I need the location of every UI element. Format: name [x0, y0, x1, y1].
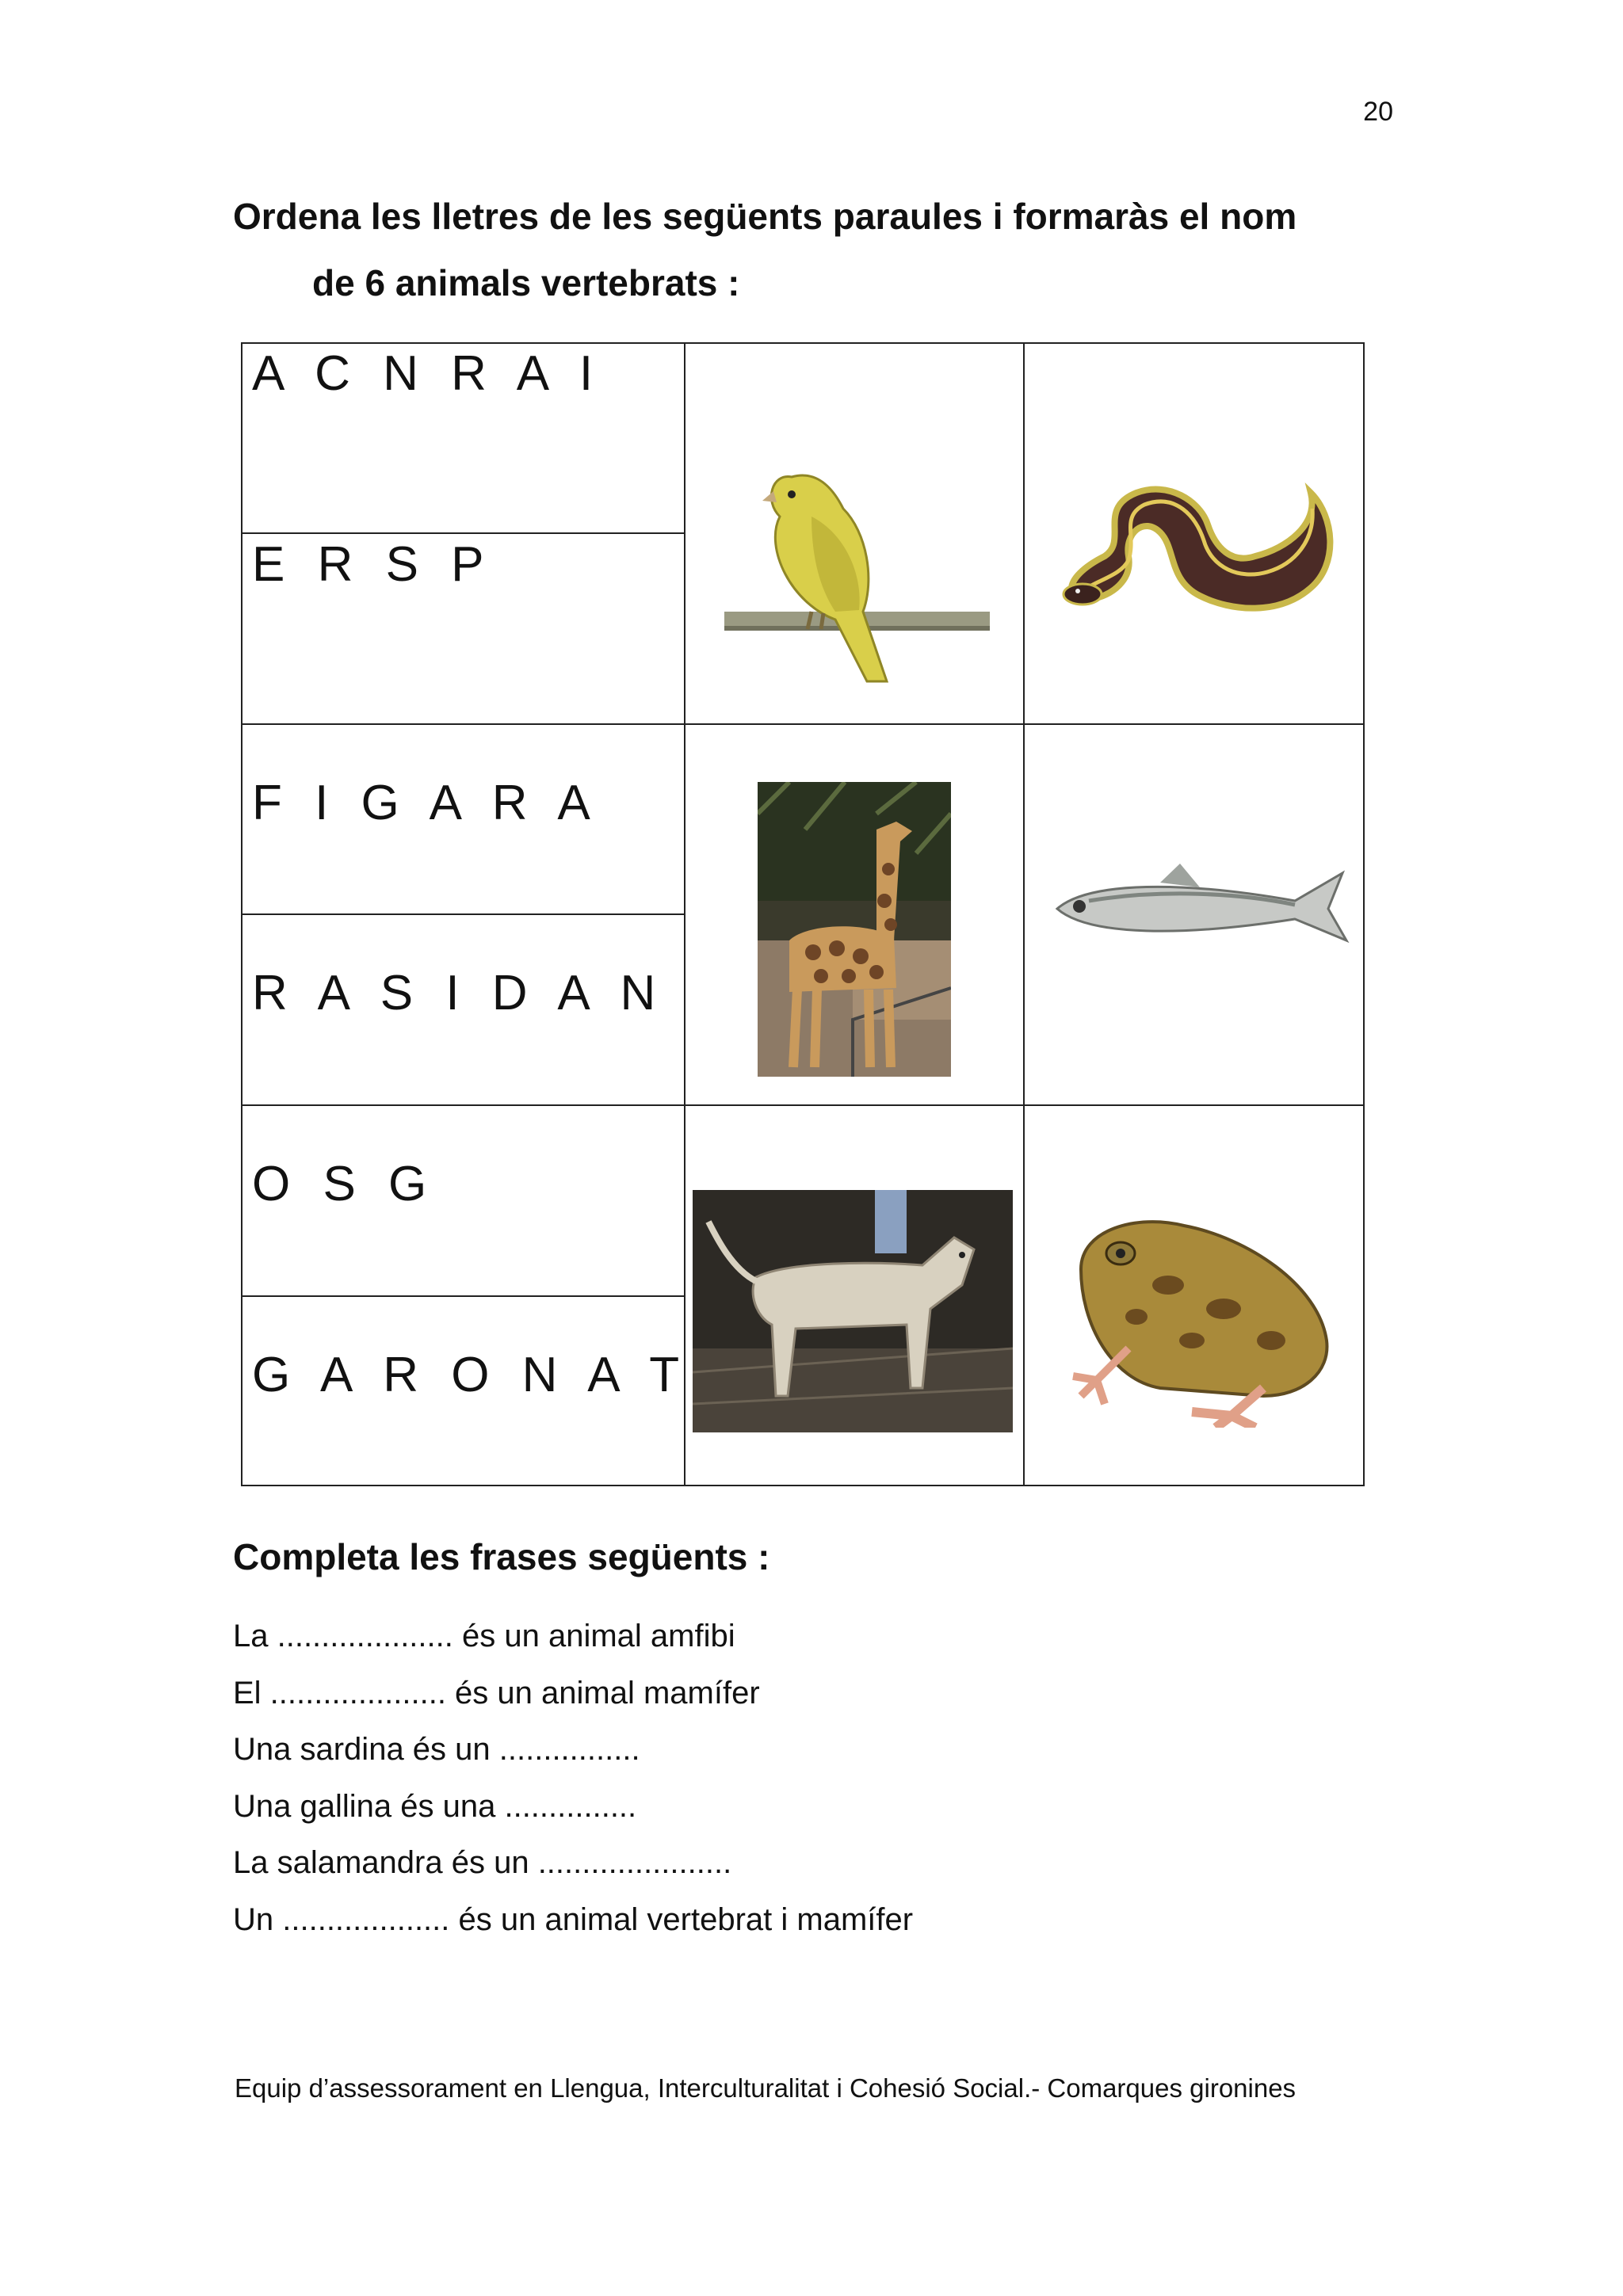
- exercise2-title: Completa les frases següents :: [233, 1536, 770, 1577]
- fill-in-sentence: Una sardina és un ................: [233, 1732, 640, 1767]
- word-divider: [241, 532, 685, 534]
- snake-image: [1049, 461, 1342, 627]
- word-divider: [241, 1295, 685, 1297]
- fill-in-sentence: Una gallina és una ...............: [233, 1788, 637, 1824]
- scrambled-word: A C N R A I: [252, 346, 603, 401]
- fill-in-sentence: Un ................... és un animal vertebrat i mamífer: [233, 1901, 914, 1937]
- footer: Equip d’assessorament en Llengua, Interculturalitat i Cohesió Social.- Comarques gironines: [235, 2073, 1296, 2103]
- row-divider: [241, 723, 1365, 725]
- exercise1-title-line2: de 6 animals vertebrats :: [312, 262, 740, 303]
- scrambled-word: F I G A R A: [252, 776, 600, 830]
- scrambled-word: O S G: [252, 1157, 437, 1211]
- word-picture-table: [241, 342, 1365, 1486]
- frog-image: [1049, 1198, 1350, 1428]
- scrambled-word: E R S P: [252, 537, 494, 592]
- column-divider: [1023, 342, 1025, 1486]
- table-border: [241, 342, 1365, 344]
- fill-in-sentence: La .................... és un animal amfibi: [233, 1619, 735, 1653]
- exercise1-title-line1: Ordena les lletres de les següents paraules i formaràs el nom: [233, 196, 1297, 237]
- dog-image: [693, 1190, 1013, 1432]
- page-number: 20: [1363, 97, 1393, 127]
- table-border: [1363, 342, 1365, 1486]
- scrambled-word: R A S I D A N: [252, 966, 666, 1020]
- scrambled-word: G A R O N A T: [252, 1348, 689, 1402]
- row-divider: [241, 1104, 1365, 1106]
- word-divider: [241, 913, 685, 915]
- sardine-fish-image: [1041, 857, 1358, 960]
- sentence-list: [233, 1616, 913, 1956]
- fill-in-sentence: La salamandra és un ......................: [233, 1845, 732, 1880]
- giraffe-image: [758, 782, 951, 1077]
- canary-image: [716, 429, 994, 683]
- fill-in-sentence: El .................... és un animal mamífer: [233, 1675, 760, 1711]
- table-border: [241, 1485, 1365, 1486]
